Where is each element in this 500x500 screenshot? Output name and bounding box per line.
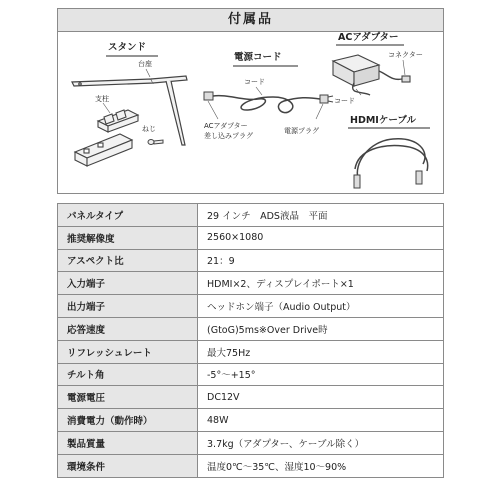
hdmi-cable-title: HDMIケーブル — [350, 115, 416, 126]
spec-label: リフレッシュレート — [58, 340, 198, 363]
table-row — [58, 317, 444, 340]
ac-adapter-cord-label: コード — [334, 97, 355, 105]
stand-title: スタンド — [108, 42, 147, 53]
spec-value: (GtoG)5ms※Over Drive時 — [198, 317, 444, 340]
spec-label: 入力端子 — [58, 272, 198, 295]
spec-value: 48W — [198, 409, 444, 432]
ac-adapter-connector-label: コネクター — [388, 51, 423, 59]
spec-label: パネルタイプ — [58, 204, 198, 227]
spec-value: 最大75Hz — [198, 340, 444, 363]
accessories-title: 付属品 — [58, 9, 443, 32]
spec-label: 消費電力（動作時） — [58, 409, 198, 432]
stand-pillar-label: 支柱 — [95, 95, 109, 103]
spec-value: ヘッドホン端子（Audio Output） — [198, 295, 444, 318]
table-row — [58, 204, 444, 227]
spec-value: DC12V — [198, 386, 444, 409]
ac-plug-label-2: 差し込みプラグ — [204, 132, 253, 140]
power-cord-title: 電源コード — [234, 52, 282, 63]
spec-value: 2560×1080 — [198, 226, 444, 249]
spec-value: HDMI×2、ディスプレイポート×1 — [198, 272, 444, 295]
spec-label: 製品質量 — [58, 431, 198, 454]
spec-label: 電源電圧 — [58, 386, 198, 409]
table-row — [58, 226, 444, 249]
stand-screw-label: ねじ — [142, 125, 156, 133]
table-row — [58, 249, 444, 272]
table-row — [58, 272, 444, 295]
power-cord-cord-label: コード — [244, 78, 265, 86]
table-row — [58, 431, 444, 454]
spec-table — [57, 203, 444, 478]
table-row — [58, 295, 444, 318]
stand-pillar-drawing — [75, 110, 138, 166]
spec-label: アスペクト比 — [58, 249, 198, 272]
ac-plug-label-1: ACアダプター — [204, 122, 248, 130]
spec-label: 出力端子 — [58, 295, 198, 318]
table-row — [58, 386, 444, 409]
spec-value: 29 インチ ADS液晶 平面 — [198, 204, 444, 227]
table-row — [58, 363, 444, 386]
spec-label: 応答速度 — [58, 317, 198, 340]
ac-adapter-drawing — [333, 55, 410, 95]
hdmi-cable-drawing — [354, 139, 428, 188]
table-row — [58, 409, 444, 432]
stand-base-label: 台座 — [138, 60, 152, 68]
spec-value: -5°～+15° — [198, 363, 444, 386]
power-plug-label: 電源プラグ — [284, 127, 319, 135]
spec-value: 温度0℃～35℃、湿度10～90% — [198, 454, 444, 477]
spec-value: 21：9 — [198, 249, 444, 272]
power-cord-drawing — [204, 92, 333, 113]
spec-label: 推奨解像度 — [58, 226, 198, 249]
table-row — [58, 454, 444, 477]
screw-drawing — [148, 140, 163, 145]
ac-adapter-title: ACアダプター — [338, 32, 399, 43]
spec-label: 環境条件 — [58, 454, 198, 477]
spec-label: チルト角 — [58, 363, 198, 386]
accessories-panel — [57, 8, 444, 194]
table-row — [58, 340, 444, 363]
spec-value: 3.7kg（アダプター、ケーブル除く） — [198, 431, 444, 454]
